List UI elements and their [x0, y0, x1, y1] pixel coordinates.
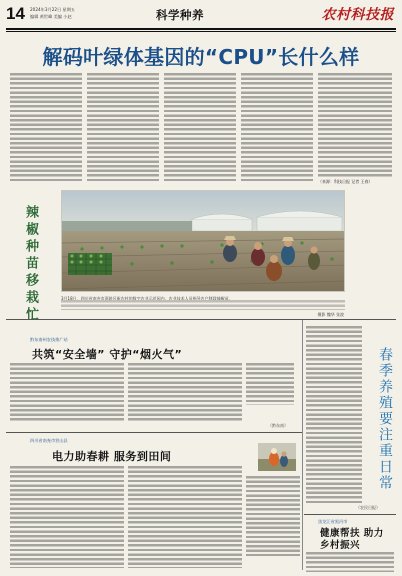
farm-photo	[61, 190, 345, 292]
lead-source: （来源：科技日报 记者 王春）	[318, 179, 373, 184]
lead-body-col-2	[87, 73, 159, 181]
issue-editors: 编辑 黄世峰 美编 小赵	[30, 14, 72, 19]
article3-kicker: 四川省南充市营山县	[30, 438, 68, 443]
lead-body-col-5	[318, 73, 392, 177]
page-number: 14	[6, 4, 25, 23]
breeding-slogan: 春季养殖要注重日常	[377, 347, 393, 491]
right-col-body	[306, 326, 362, 504]
photo-caption: 3月18日，四川省南充市嘉陵区新农村的数字农业示范园内，农业技术人员指导农户移栽辣椒苗。	[61, 296, 233, 300]
divider-lower	[6, 319, 396, 320]
divider-article4	[304, 514, 396, 515]
article4-title: 健康帮扶 助力乡村振兴	[320, 528, 384, 551]
article3-body-col-3	[246, 476, 300, 556]
power-photo-illustration	[258, 443, 296, 471]
issue-date: 2024年3月22日 星期五	[30, 7, 76, 12]
article2-body-col-3	[246, 363, 294, 405]
article4-kicker: 黑龙江省黑河市	[318, 519, 348, 524]
section-title: 科学种养	[156, 8, 204, 22]
lead-body-col-3	[164, 73, 236, 181]
article2-title: 共筑“安全墙” 守护“烟火气”	[32, 348, 183, 361]
article3-body-col-1	[10, 466, 124, 568]
right-col-source: （农民日报）	[356, 505, 380, 510]
page-header	[6, 4, 396, 30]
photo-caption-lines	[61, 300, 345, 310]
article2-body-col-1	[10, 363, 124, 421]
divider-article3	[6, 432, 302, 433]
seedling-slogan: 辣椒种苗移栽忙	[23, 205, 38, 324]
photo-credit: 摄影 魏华 张波	[317, 312, 344, 317]
masthead-logo: 农村科技报	[321, 7, 394, 23]
article3-body-col-2	[128, 466, 242, 568]
header-rule	[6, 28, 396, 30]
power-worker-photo	[258, 443, 296, 471]
article4-body	[306, 552, 394, 572]
photo-illustration	[62, 191, 345, 292]
header-rule-thin	[6, 31, 396, 32]
issue-meta	[30, 6, 75, 20]
lead-body-col-4	[241, 73, 313, 181]
article3-title: 电力助春耕 服务到田间	[52, 450, 172, 463]
lead-body-col-1	[10, 73, 82, 181]
right-col-divider	[302, 320, 303, 570]
lead-headline: 解码叶绿体基因的“CPU”长什么样	[42, 45, 360, 69]
article2-kicker: 黔东南州农技推广站	[30, 337, 68, 342]
article2-body-col-2	[128, 363, 242, 421]
article2-source: （黔东南）	[268, 423, 288, 428]
